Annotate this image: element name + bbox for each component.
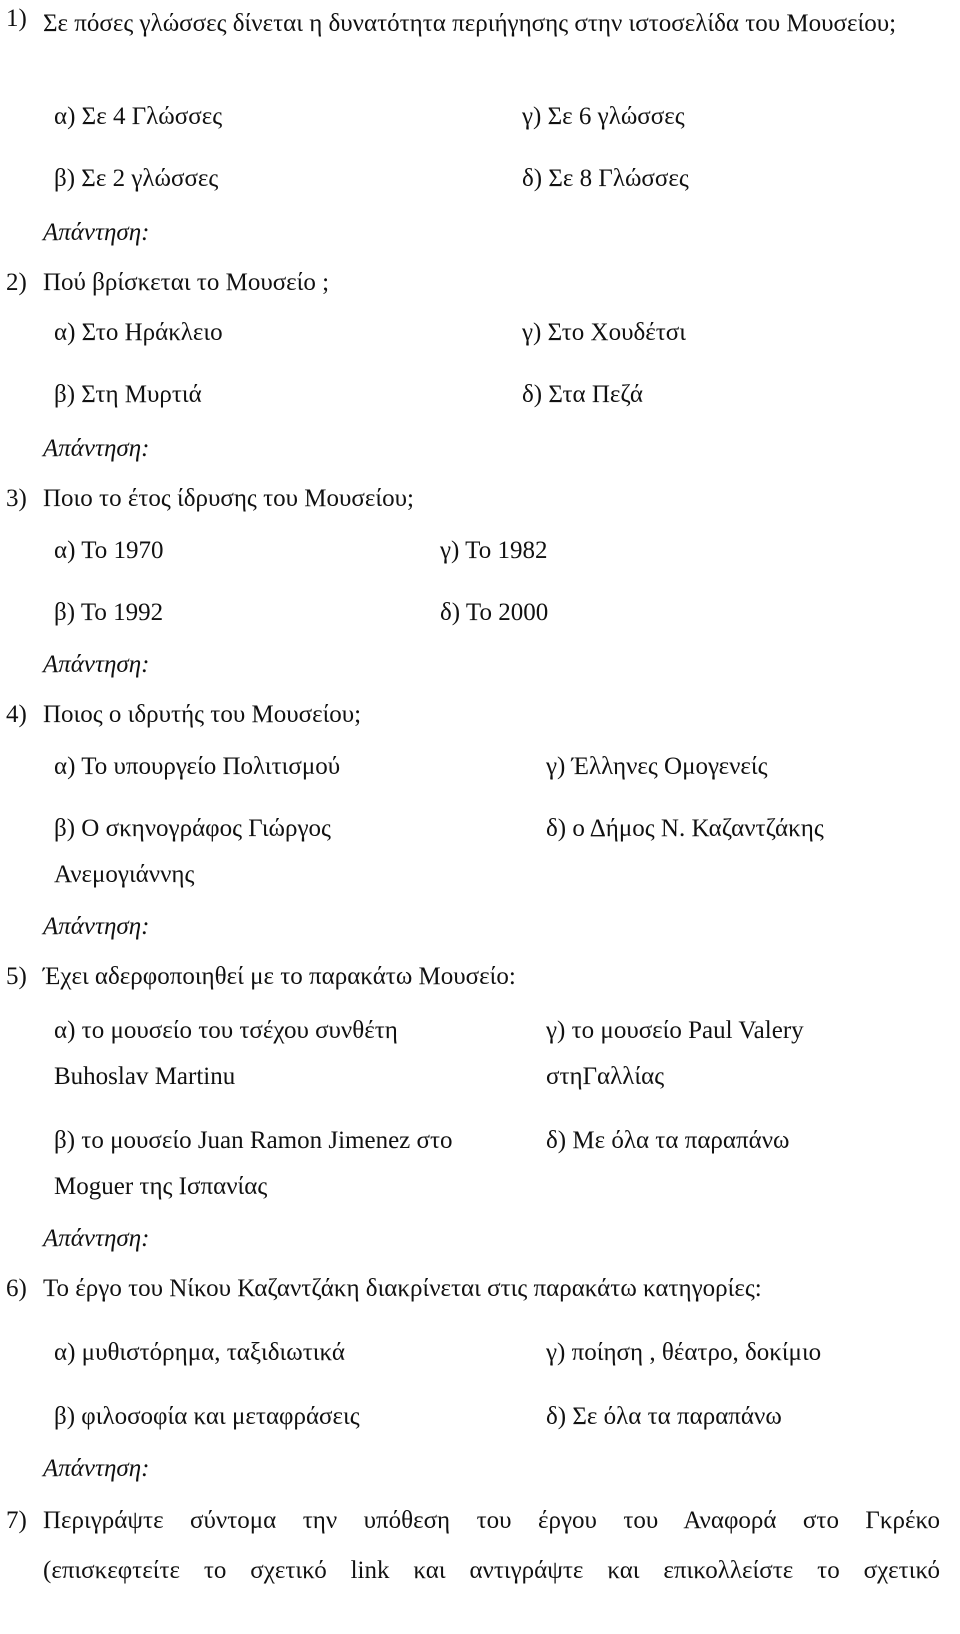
question-4-text: Ποιος ο ιδρυτής του Μουσείου; (43, 701, 362, 728)
question-7-number: 7) (6, 1507, 27, 1534)
question-1-option-b: β) Σε 2 γλώσσες (54, 165, 219, 192)
question-2-option-d: δ) Στα Πεζά (522, 381, 643, 408)
question-6-option-c: γ) ποίηση , θέατρο, δοκίμιο (546, 1339, 822, 1366)
question-6-number: 6) (6, 1275, 27, 1302)
question-6-option-d: δ) Σε όλα τα παραπάνω (546, 1403, 782, 1430)
question-1-option-a: α) Σε 4 Γλώσσες (54, 103, 223, 130)
question-5-option-d: δ) Με όλα τα παραπάνω (546, 1127, 790, 1154)
question-4-number: 4) (6, 701, 27, 728)
question-3-option-d: δ) Το 2000 (440, 599, 549, 626)
question-3-option-a: α) Το 1970 (54, 537, 164, 564)
question-6-option-b: β) φιλοσοφία και μεταφράσεις (54, 1403, 360, 1430)
question-7-text-line-2: (επισκεφτείτε το σχετικό link και αντιγράψτε και επικολλείστε το σχετικό (43, 1557, 940, 1584)
question-6-answer-label: Απάντηση: (43, 1455, 150, 1482)
question-3-option-b: β) Το 1992 (54, 599, 164, 626)
question-5-option-b-line-2: Moguer της Ισπανίας (54, 1173, 268, 1200)
question-4-answer-label: Απάντηση: (43, 913, 150, 940)
question-4-option-b-line-1: β) Ο σκηνογράφος Γιώργος (54, 815, 331, 842)
question-2-text: Πού βρίσκεται το Μουσείο ; (43, 269, 330, 296)
question-2-option-b: β) Στη Μυρτιά (54, 381, 202, 408)
question-2-option-c: γ) Στο Χουδέτσι (522, 319, 686, 346)
question-1-text: Σε πόσες γλώσσες δίνεται η δυνατότητα περιήγησης στην ιστοσελίδα του Μουσείου; (43, 10, 897, 37)
question-5-option-b-line-1: β) το μουσείο Juan Ramon Jimenez στο (54, 1127, 453, 1154)
question-4-option-c: γ) Έλληνες Ομογενείς (546, 753, 768, 780)
question-1-option-c: γ) Σε 6 γλώσσες (522, 103, 685, 130)
question-6-text: Το έργο του Νίκου Καζαντζάκη διακρίνεται στις παρακάτω κατηγορίες: (43, 1275, 762, 1302)
question-3-option-c: γ) Το 1982 (440, 537, 548, 564)
question-5-option-a-line-2: Buhoslav Martinu (54, 1063, 236, 1090)
question-1-answer-label: Απάντηση: (43, 219, 150, 246)
question-5-number: 5) (6, 963, 27, 990)
question-5-option-c-line-1: γ) το μουσείο Paul Valery (546, 1017, 804, 1044)
question-1-number: 1) (6, 5, 27, 32)
question-3-number: 3) (6, 485, 27, 512)
question-2-answer-label: Απάντηση: (43, 435, 150, 462)
question-5-option-a-line-1: α) το μουσείο του τσέχου συνθέτη (54, 1017, 398, 1044)
question-4-option-d: δ) ο Δήμος Ν. Καζαντζάκης (546, 815, 824, 842)
question-3-answer-label: Απάντηση: (43, 651, 150, 678)
question-7-text-line-1: Περιγράψτε σύντομα την υπόθεση του έργου του Αναφορά στο Γκρέκο (43, 1507, 940, 1534)
question-2-number: 2) (6, 269, 27, 296)
question-2-option-a: α) Στο Ηράκλειο (54, 319, 223, 346)
question-6-option-a: α) μυθιστόρημα, ταξιδιωτικά (54, 1339, 345, 1366)
question-3-text: Ποιο το έτος ίδρυσης του Μουσείου; (43, 485, 414, 512)
question-4-option-b-line-2: Ανεμογιάννης (54, 861, 195, 888)
question-1-option-d: δ) Σε 8 Γλώσσες (522, 165, 689, 192)
question-5-answer-label: Απάντηση: (43, 1225, 150, 1252)
question-4-option-a: α) Το υπουργείο Πολιτισμού (54, 753, 341, 780)
question-5-text: Έχει αδερφοποιηθεί με το παρακάτω Μουσείο: (43, 963, 516, 990)
question-5-option-c-line-2: στηΓαλλίας (546, 1063, 665, 1090)
